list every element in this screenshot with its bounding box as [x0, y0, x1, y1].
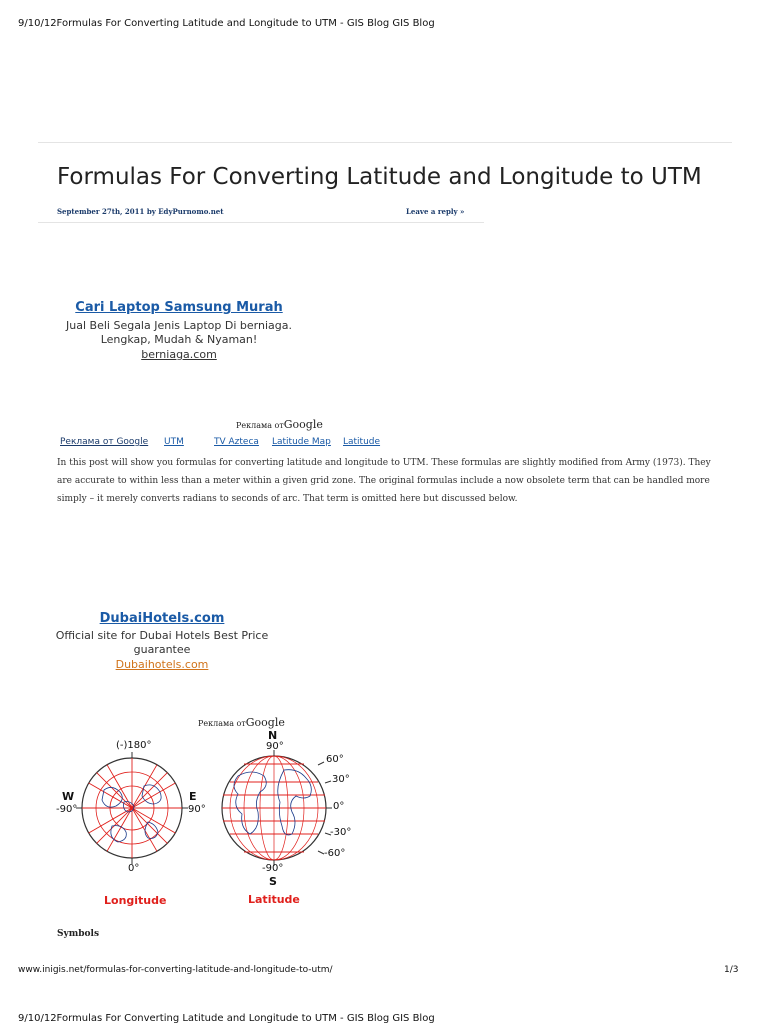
divider	[38, 142, 732, 143]
ad-title[interactable]: DubaiHotels.com	[99, 611, 225, 626]
lat-tick-neg30: -30°	[330, 827, 352, 838]
ad-block-2[interactable]	[52, 611, 272, 671]
ad-title[interactable]: Cari Laptop Samsung Murah	[75, 300, 283, 315]
lon-top-label: (-)180°	[116, 740, 152, 751]
ad-body: Jual Beli Segala Jenis Laptop Di berniaga. Lengkap, Mudah & Nyaman!	[66, 319, 292, 346]
adlink-tv-azteca[interactable]: TV Azteca	[214, 437, 259, 447]
ad-block-1[interactable]	[56, 300, 302, 361]
symbols-heading: Symbols	[57, 929, 100, 939]
google-brand: Google	[283, 418, 323, 431]
lat-north-label: N	[268, 729, 278, 742]
footer-page-number: 1/3	[724, 965, 739, 975]
footer-url: www.inigis.net/formulas-for-converting-latitude-and-longitude-to-utm/	[18, 965, 333, 975]
intro-paragraph: In this post will show you formulas for converting latitude and longitude to UTM. These formulas are slightly modified from Army (1973). They are accurate to within less than a meter within a given grid zone. The original formulas include a now obsolete term that can be handled more simply – it merely converts radians to seconds of arc. That term is omitted here but discussed below.	[57, 458, 711, 504]
lat-bottom-deg: -90°	[262, 863, 284, 874]
ad-body: Official site for Dubai Hotels Best Price guarantee	[55, 629, 269, 656]
google-brand: Google	[245, 716, 285, 729]
ad-url[interactable]: berniaga.com	[141, 348, 217, 361]
ads-by-google[interactable]	[236, 418, 323, 431]
lat-tick-60: 60°	[326, 754, 344, 765]
lat-lon-figure	[52, 730, 362, 914]
lat-tick-0: 0°	[333, 801, 345, 812]
longitude-caption: Longitude	[104, 894, 167, 907]
lat-top-deg: 90°	[266, 741, 284, 752]
meta-divider	[38, 222, 484, 223]
post-title: Formulas For Converting Latitude and Longitude to UTM	[57, 164, 702, 190]
globes-svg	[52, 730, 362, 914]
lon-east-label: E	[189, 790, 197, 803]
post-meta[interactable]: September 27th, 2011 by EdyPurnomo.net	[57, 207, 224, 216]
latitude-globe	[222, 750, 332, 866]
lon-right-deg: 90°	[188, 804, 206, 815]
lon-left-deg: -90°	[56, 804, 78, 815]
page-header: 9/10/12Formulas For Converting Latitude and Longitude to UTM - GIS Blog GIS Blog	[18, 18, 435, 29]
latitude-caption: Latitude	[248, 893, 300, 906]
lat-tick-neg60: -60°	[324, 848, 346, 859]
ads-by-google[interactable]	[198, 716, 285, 729]
lat-tick-30: 30°	[332, 774, 350, 785]
adlink-latitude[interactable]: Latitude	[343, 437, 381, 447]
ad-url[interactable]: Dubaihotels.com	[115, 658, 209, 671]
lat-south-label: S	[269, 875, 277, 888]
lon-bottom-label: 0°	[128, 863, 140, 874]
adlink-utm[interactable]: UTM	[164, 437, 184, 447]
lon-west-label: W	[62, 790, 75, 803]
ads-by-prefix: Реклама от	[198, 719, 246, 728]
adlink-latitude-map[interactable]: Latitude Map	[272, 437, 331, 447]
ads-by-prefix: Реклама от	[236, 421, 284, 430]
adlink-ads-by-google[interactable]: Реклама от Google	[60, 437, 149, 447]
longitude-globe	[76, 752, 188, 864]
next-page-header: 9/10/12Formulas For Converting Latitude and Longitude to UTM - GIS Blog GIS Blog	[18, 1013, 435, 1024]
leave-reply-link[interactable]: Leave a reply »	[406, 207, 465, 216]
